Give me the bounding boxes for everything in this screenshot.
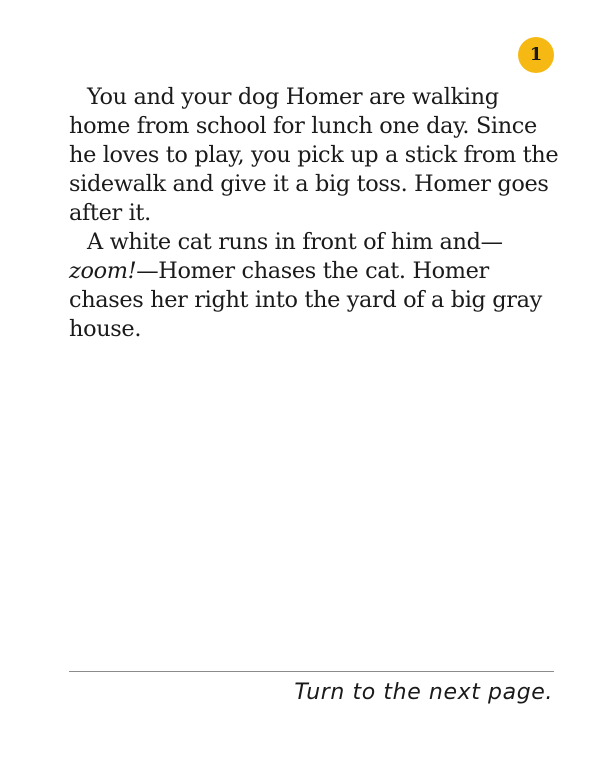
story-line: house. bbox=[69, 316, 142, 342]
story-line: he loves to play, you pick up a stick from the bbox=[69, 142, 559, 168]
story-line: sidewalk and give it a big toss. Homer goes bbox=[69, 171, 549, 197]
story-line: chases her right into the yard of a big gray bbox=[69, 287, 542, 313]
story-line: You and your dog Homer are walking bbox=[87, 84, 499, 110]
story-text bbox=[69, 83, 569, 344]
page-number-badge: 1 bbox=[518, 37, 554, 73]
story-line: home from school for lunch one day. Since bbox=[69, 113, 537, 139]
story-line-rest: —Homer chases the cat. Homer bbox=[136, 258, 489, 284]
story-paragraph-2 bbox=[69, 228, 569, 344]
turn-page-prompt: Turn to the next page. bbox=[294, 680, 553, 705]
emphasis-zoom: zoom! bbox=[69, 258, 137, 284]
story-line: A white cat runs in front of him and— bbox=[87, 229, 503, 255]
story-paragraph-1 bbox=[69, 83, 569, 228]
footer-divider bbox=[69, 671, 554, 672]
story-line bbox=[69, 257, 569, 286]
story-line: after it. bbox=[69, 200, 151, 226]
